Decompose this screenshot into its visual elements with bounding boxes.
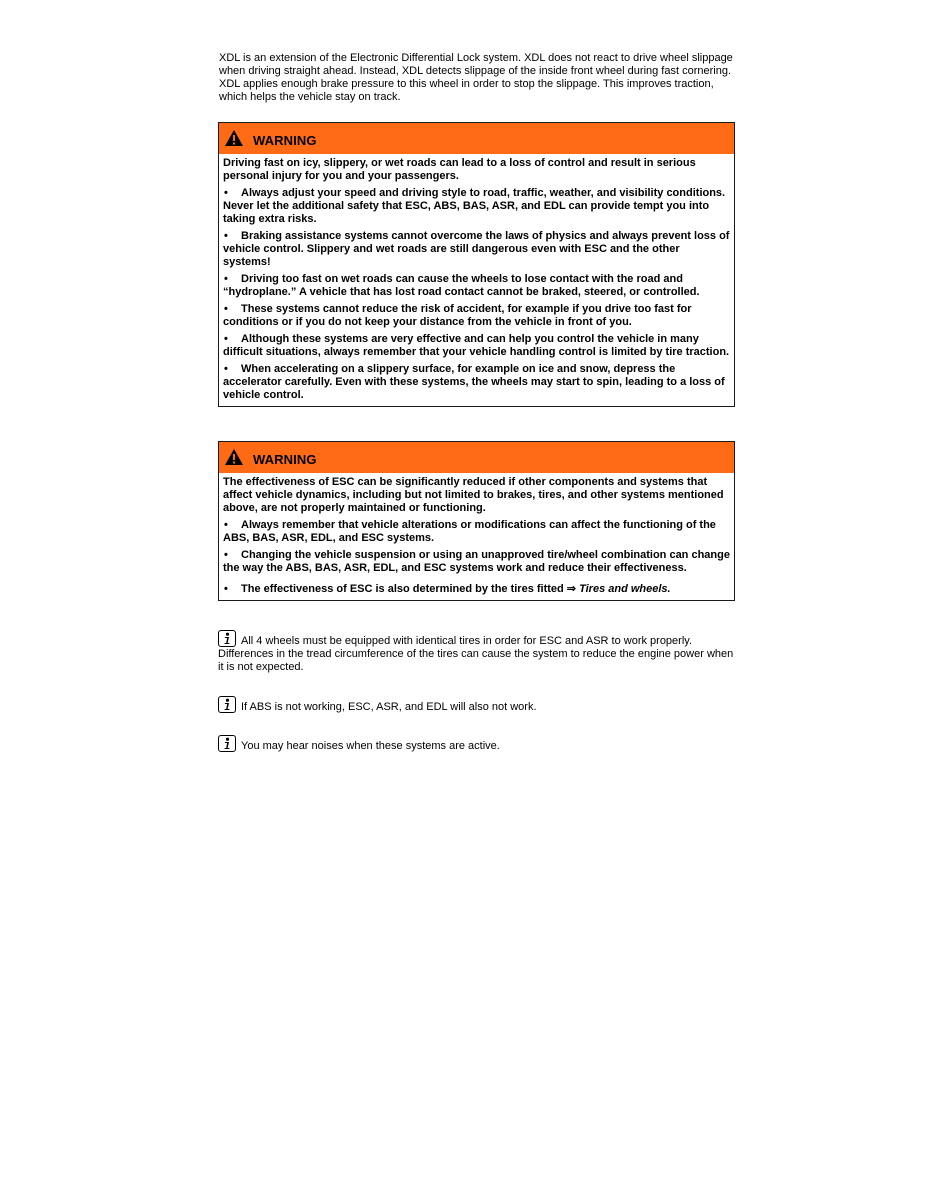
warning-lead: Driving fast on icy, slippery, or wet roads can lead to a loss of control and result in serious personal injury for you and your passengers. xyxy=(223,157,696,182)
intro-paragraph: XDL is an extension of the Electronic Differential Lock system. XDL does not react to drive wheel slippage when driving straight ahead. Instead, XDL detects slippage of the inside front wheel during fast cornering. XDL applies enough brake pressure to this wheel in order to stop the slippage. This improves traction, which helps the vehicle stay on track. xyxy=(219,52,733,103)
info-icon xyxy=(218,735,236,752)
warning-box-esc-effectiveness xyxy=(218,441,735,601)
warning-bullet: • These systems cannot reduce the risk of accident, for example if you drive too fast for conditions or if you do not keep your distance from the vehicle in front of you. xyxy=(223,303,692,328)
warning-bullet: • Although these systems are very effective and can help you control the vehicle in many difficult situations, always remember that your vehicle handling control is limited by tire traction. xyxy=(223,333,730,358)
info-icon xyxy=(218,630,236,647)
warning-title: WARNING xyxy=(253,452,317,467)
warning-body xyxy=(219,154,734,406)
warning-bullet: • The effectiveness of ESC is also determined by the tires fitted ⇒ Tires and wheels. xyxy=(224,583,671,595)
warning-bullet: • Always remember that vehicle alterations or modifications can affect the functioning of the ABS, BAS, ASR, EDL, and ESC systems. xyxy=(223,519,716,544)
warning-bullet: • When accelerating on a slippery surface, for example on ice and snow, depress the accelerator carefully. Even with these systems, the wheels may start to spin, leading to a loss of vehicle control. xyxy=(223,363,725,401)
warning-bullet: • Braking assistance systems cannot overcome the laws of physics and always prevent loss of vehicle control. Slippery and wet roads are still dangerous even with ESC and the other systems! xyxy=(223,230,730,268)
cross-reference-link[interactable]: Tires and wheels. xyxy=(579,583,671,595)
note-abs-dependency: If ABS is not working, ESC, ASR, and EDL will also not work. xyxy=(218,696,736,714)
warning-bullet: • Driving too fast on wet roads can cause the wheels to lose contact with the road and “hydroplane.” A vehicle that has lost road contact cannot be braked, steered, or controlled. xyxy=(223,273,700,298)
warning-lead: The effectiveness of ESC can be significantly reduced if other components and systems that affect vehicle dynamics, including but not limited to brakes, tires, and other systems mentioned above, are not properly maintained or functioning. xyxy=(223,476,724,514)
warning-bullet: • Always adjust your speed and driving style to road, traffic, weather, and visibility conditions. Never let the additional safety that ESC, ABS, BAS, ASR, and EDL can provide tempt you into taking extra risks. xyxy=(223,187,726,225)
warning-header xyxy=(219,123,734,154)
warning-header xyxy=(219,442,734,473)
note-system-noises: You may hear noises when these systems are active. xyxy=(218,735,736,753)
note-identical-tires: All 4 wheels must be equipped with identical tires in order for ESC and ASR to work properly. Differences in the tread circumference of the tires can cause the system to reduce the engine power when it is not expected. xyxy=(218,630,736,674)
info-icon xyxy=(218,696,236,713)
warning-bullet: • Changing the vehicle suspension or using an unapproved tire/wheel combination can change the way the ABS, BAS, ASR, EDL, and ESC systems work and reduce their effectiveness. xyxy=(223,549,730,574)
warning-box-driving xyxy=(218,122,735,407)
warning-triangle-icon xyxy=(224,448,244,466)
warning-triangle-icon xyxy=(224,129,244,147)
warning-title: WARNING xyxy=(253,133,317,148)
warning-body xyxy=(219,473,734,600)
